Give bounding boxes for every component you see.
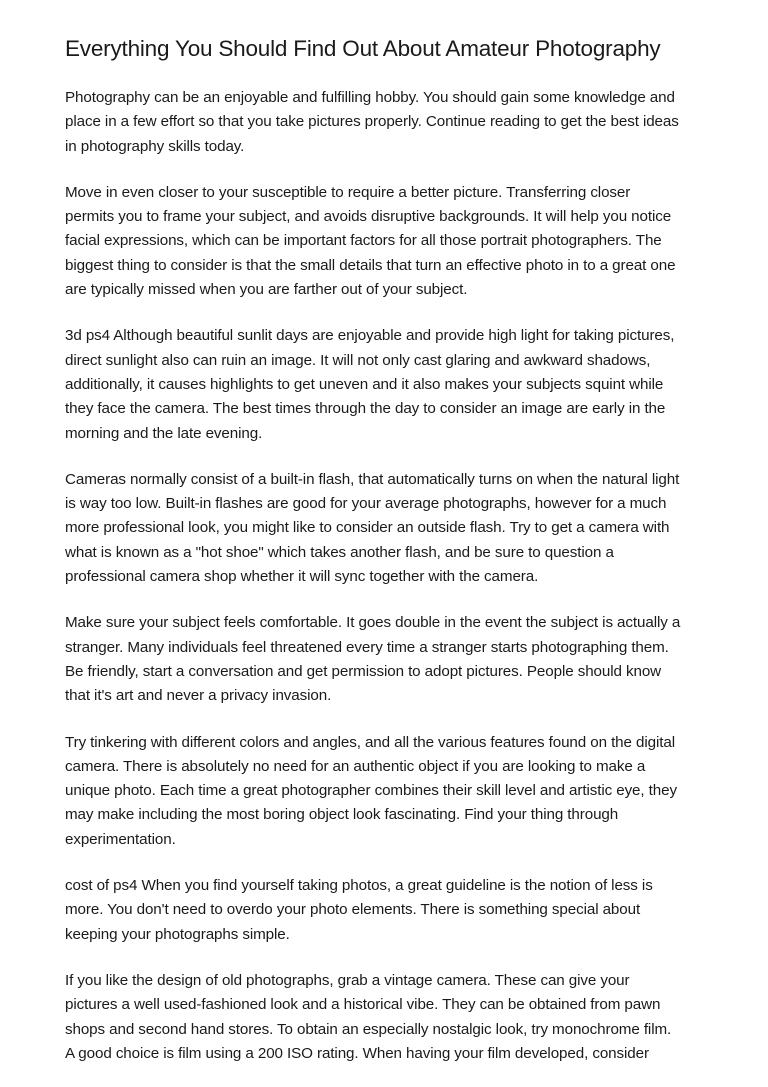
paragraph-move-closer: Move in even closer to your susceptible to require a better picture. Transferring closer permits you to frame your subject, and avoids disruptive backgrounds. It will help you notice facial expressions, which can be important factors for all those portrait photographers. The biggest thing to consider is that the small details that turn an effective photo in to a great one are typically missed when you are farther out of your subject.: [65, 183, 676, 299]
paragraph-colors-angles: Try tinkering with different colors and angles, and all the various features found on the digital camera. There is absolutely no need for an authentic object if you are looking to make a unique photo. Each time a great photographer combines their skill level and artistic eye, they may make including the most boring object look fascinating. Find your thing through experimentation.: [65, 733, 677, 848]
paragraph-flash: Cameras normally consist of a built-in flash, that automatically turns on when the natural light is way too low. Built-in flashes are good for your average photographs, however for a much more professional look, you might like to consider an outside flash. Try to get a camera with what is known as a "hot shoe" which takes another flash, and be sure to question a professional camera shop whether it will sync together with the camera.: [65, 470, 680, 586]
paragraph-vintage-camera: If you like the design of old photographs, grab a vintage camera. These can give your pictures a well used-fashioned look and a historical vibe. They can be obtained from pawn shops and second hand stores. To obtain an especially nostalgic look, try monochrome film. A good choice is film using a 200 ISO rating. When having your film developed, consider: [65, 971, 672, 1062]
paragraph-sunlight: 3d ps4 Although beautiful sunlit days are enjoyable and provide high light for taking pictures, direct sunlight also can ruin an image. It will not only cast glaring and awkward shadows, additionally, it causes highlights to get uneven and it also makes your subjects squint while they face the camera. The best times through the day to consider an image are early in the morning and the late evening.: [65, 327, 675, 442]
paragraph-subject-comfort: Make sure your subject feels comfortable. It goes double in the event the subject is actually a stranger. Many individuals feel threatened every time a stranger starts photographing them. Be friendly, start a conversation and get permission to adopt pictures. People should know that it's art and never a privacy invasion.: [65, 614, 681, 705]
paragraph-intro: Photography can be an enjoyable and fulfilling hobby. You should gain some knowledge and place in a few effort so that you take pictures properly. Continue reading to get the best ideas in photography skills today.: [65, 89, 679, 155]
paragraph-less-is-more: cost of ps4 When you find yourself taking photos, a great guideline is the notion of less is more. You don't need to overdo your photo elements. There is something special about keeping your photographs simple.: [65, 877, 653, 943]
page-title: Everything You Should Find Out About Amateur Photography: [65, 36, 661, 61]
